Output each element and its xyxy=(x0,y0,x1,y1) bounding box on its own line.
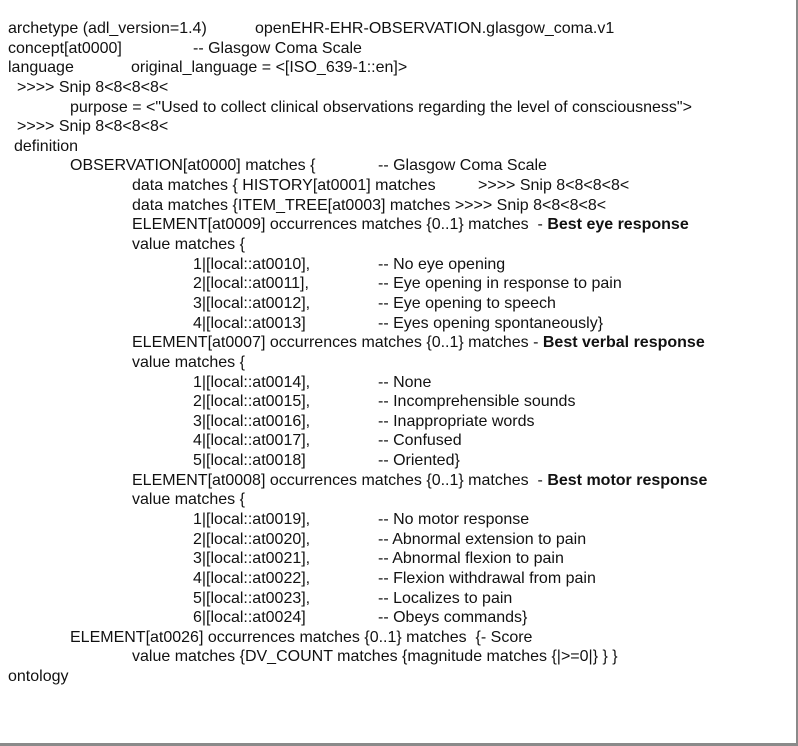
code-line xyxy=(0,176,796,196)
code-line xyxy=(0,274,796,294)
element-decl-text: ELEMENT[at0009] occurrences matches {0..1} matches - xyxy=(132,216,548,234)
element-declaration xyxy=(132,333,705,353)
history-line: data matches { HISTORY[at0001] matches xyxy=(132,177,436,195)
original-language: original_language = <[ISO_639-1::en]> xyxy=(131,59,408,77)
code-line xyxy=(0,471,796,491)
element-name: Best eye response xyxy=(547,216,689,234)
element-declaration xyxy=(132,215,689,235)
code-line xyxy=(0,431,796,451)
code-comment: -- Abnormal flexion to pain xyxy=(378,550,564,568)
code-comment: -- Incomprehensible sounds xyxy=(378,393,576,411)
archetype-id: openEHR-EHR-OBSERVATION.glasgow_coma.v1 xyxy=(255,20,615,37)
code-value: 2|[local::at0020], xyxy=(193,530,311,548)
code-line xyxy=(0,510,796,530)
code-comment: -- No eye opening xyxy=(378,255,506,273)
value-matches-line: value matches { xyxy=(132,491,245,509)
element-declaration xyxy=(132,471,707,491)
value-matches-line: value matches { xyxy=(132,236,245,254)
code-line xyxy=(0,549,796,569)
code-comment: -- Eye opening in response to pain xyxy=(378,275,622,293)
code-comment: -- Obeys commands} xyxy=(378,609,528,627)
code-line xyxy=(0,667,796,687)
code-value: 6|[local::at0024] xyxy=(193,609,306,627)
code-line xyxy=(0,156,796,176)
code-line xyxy=(0,451,796,471)
code-value: 5|[local::at0018] xyxy=(193,452,306,470)
code-value: 2|[local::at0011], xyxy=(193,275,309,293)
code-comment: -- Confused xyxy=(378,432,462,450)
code-comment: -- Localizes to pain xyxy=(378,589,513,607)
definition-label: definition xyxy=(14,137,79,155)
code-line xyxy=(0,490,796,510)
code-line xyxy=(0,19,796,39)
code-line xyxy=(0,608,796,628)
code-line xyxy=(0,294,796,314)
code-line xyxy=(0,196,796,216)
ontology-label: ontology xyxy=(8,668,69,686)
code-line xyxy=(0,569,796,589)
code-value: 4|[local::at0017], xyxy=(193,432,311,450)
concept-comment: -- Glasgow Coma Scale xyxy=(193,39,362,57)
code-comment: -- None xyxy=(378,373,432,391)
code-line xyxy=(0,353,796,373)
snip-marker: >>>> Snip 8<8<8<8< xyxy=(478,177,630,195)
code-line xyxy=(0,117,796,137)
code-line xyxy=(0,78,796,98)
code-value: 5|[local::at0023], xyxy=(193,589,311,607)
code-comment: -- Eyes opening spontaneously} xyxy=(378,314,604,332)
code-value: 3|[local::at0016], xyxy=(193,412,311,430)
code-comment: -- Abnormal extension to pain xyxy=(378,530,587,548)
code-line xyxy=(0,333,796,353)
concept-line: concept[at0000] xyxy=(8,39,122,57)
code-line xyxy=(0,39,796,59)
code-value: 2|[local::at0015], xyxy=(193,393,311,411)
code-comment: -- No motor response xyxy=(378,511,530,528)
code-line xyxy=(0,58,796,78)
element-name: Best verbal response xyxy=(542,334,705,352)
score-value-line: value matches {DV_COUNT matches {magnitude matches {|>=0|} } } xyxy=(132,648,618,666)
code-value: 1|[local::at0019], xyxy=(193,511,311,528)
code-line xyxy=(0,98,796,118)
value-matches-line: value matches { xyxy=(132,353,245,371)
code-line xyxy=(0,314,796,334)
code-line xyxy=(0,137,796,157)
code-line xyxy=(0,647,796,667)
observation-comment: -- Glasgow Coma Scale xyxy=(378,157,547,175)
code-value: 3|[local::at0021], xyxy=(193,550,311,568)
code-line xyxy=(0,412,796,432)
item-tree-line: data matches {ITEM_TREE[at0003] matches >>>> Snip 8<8<8<8< xyxy=(132,196,607,214)
code-line xyxy=(0,628,796,648)
code-value: 4|[local::at0013] xyxy=(193,314,306,332)
code-value: 3|[local::at0012], xyxy=(193,294,311,312)
observation-line: OBSERVATION[at0000] matches { xyxy=(70,157,316,175)
code-value: 1|[local::at0010], xyxy=(193,255,311,273)
purpose-line: purpose = <"Used to collect clinical observations regarding the level of consciousness"> xyxy=(70,98,692,116)
code-comment: -- Oriented} xyxy=(378,452,460,470)
code-value: 4|[local::at0022], xyxy=(193,569,311,587)
element-decl-text: ELEMENT[at0008] occurrences matches {0..1} matches - xyxy=(132,471,548,489)
snip-marker: >>>> Snip 8<8<8<8< xyxy=(17,78,169,96)
code-comment: -- Flexion withdrawal from pain xyxy=(378,569,596,587)
code-comment: -- Eye opening to speech xyxy=(378,294,556,312)
code-line xyxy=(0,373,796,393)
code-line xyxy=(0,392,796,412)
code-line xyxy=(0,255,796,275)
code-line xyxy=(0,235,796,255)
code-line xyxy=(0,530,796,550)
code-comment: -- Inappropriate words xyxy=(378,412,535,430)
score-element-line: ELEMENT[at0026] occurrences matches {0..1} matches {- Score xyxy=(70,628,533,646)
snip-marker: >>>> Snip 8<8<8<8< xyxy=(17,118,169,136)
element-name: Best motor response xyxy=(547,471,708,489)
language-label: language xyxy=(8,59,74,77)
archetype-keyword: archetype (adl_version=1.4) xyxy=(8,20,207,37)
code-line xyxy=(0,589,796,609)
code-value: 1|[local::at0014], xyxy=(193,373,311,391)
element-decl-text: ELEMENT[at0007] occurrences matches {0..1} matches - xyxy=(132,334,543,352)
code-line xyxy=(0,215,796,235)
